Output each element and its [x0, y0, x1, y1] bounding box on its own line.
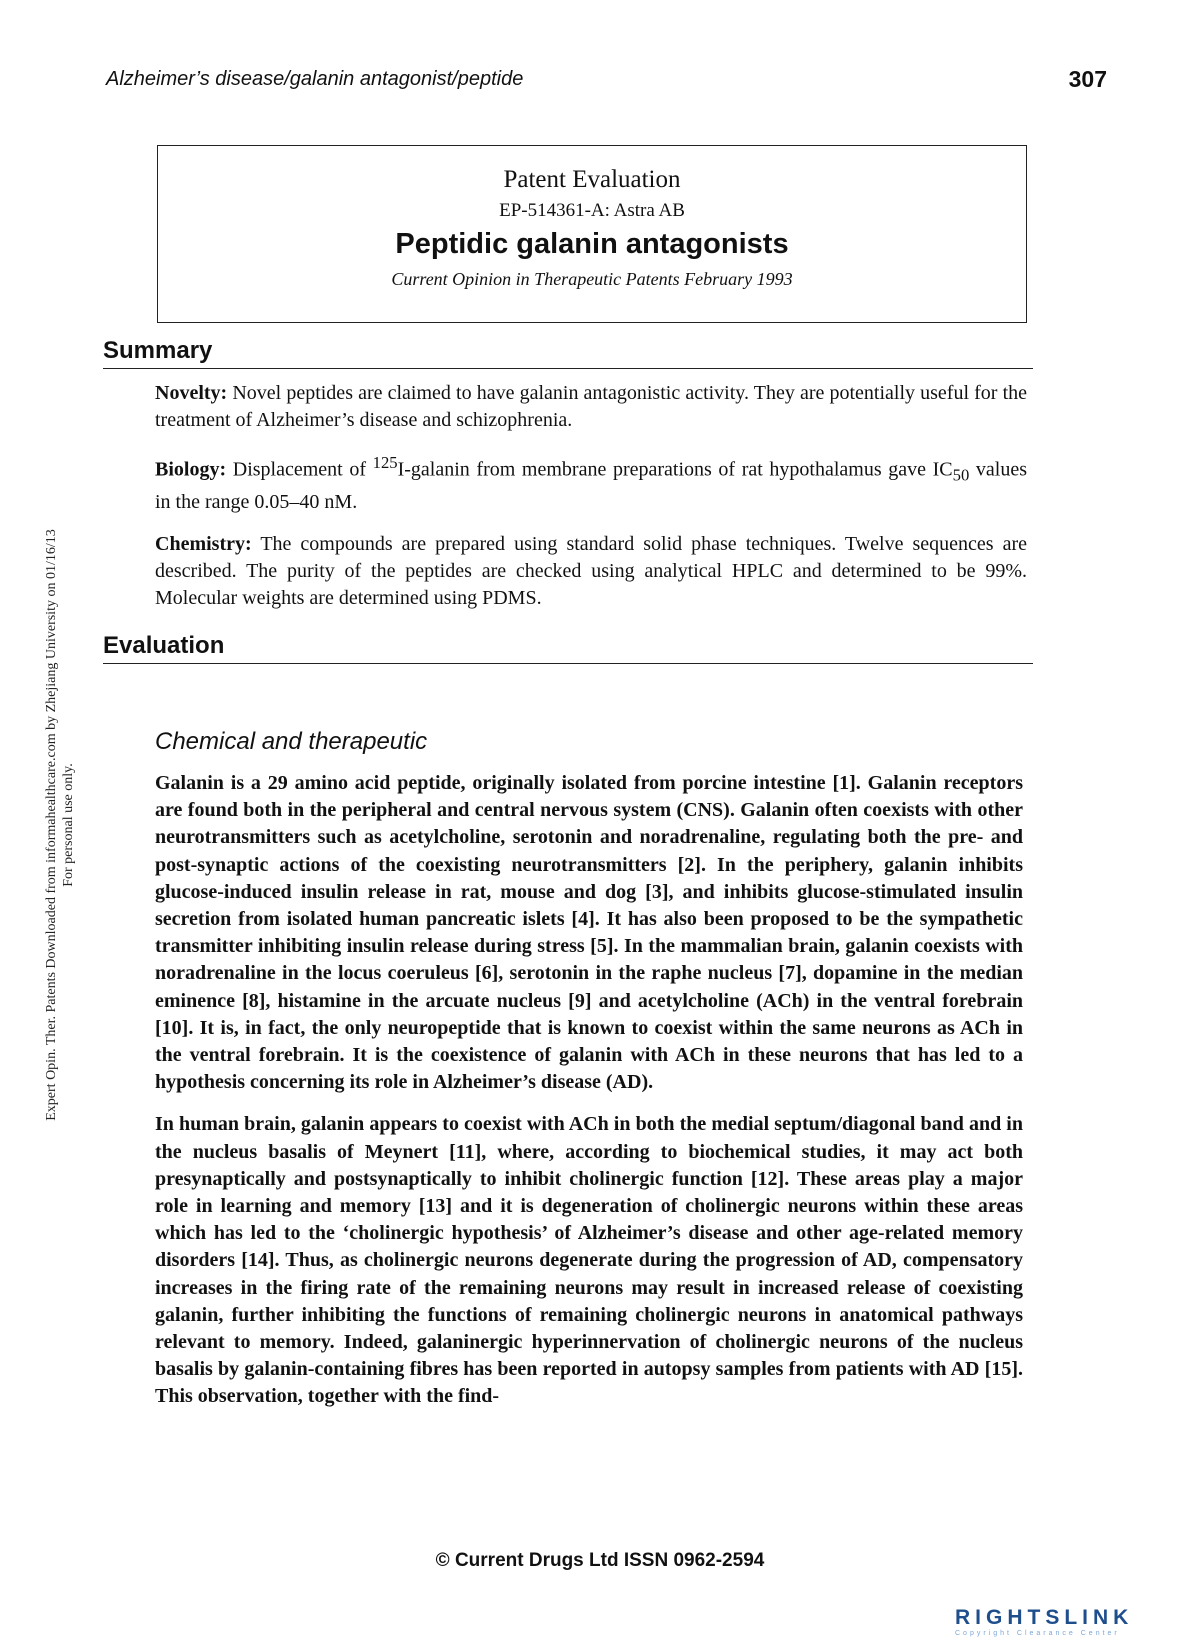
running-head: Alzheimer’s disease/galanin antagonist/peptide — [106, 68, 524, 90]
title-box — [157, 145, 1027, 323]
chemistry-text: The compounds are prepared using standard solid phase techniques. Twelve sequences are described. The purity of the peptides are checked using analytical HPLC and determined to be 99%. Molecular weights are determined using PDMS. — [155, 532, 1028, 609]
rightslink-logo-text: RIGHTSLINK — [955, 1606, 1134, 1629]
journal-citation: Current Opinion in Therapeutic Patents February 1993 — [391, 269, 793, 289]
ic-subscript: 50 — [952, 465, 970, 485]
body-paragraph: Galanin is a 29 amino acid peptide, originally isolated from porcine intestine [1]. Galanin receptors are found both in the peripheral and central nervous system (CNS). Galanin often coexists with other neurotransmitters such as acetylcholine, serotonin and noradrenaline, regulating both the pre- and post-synaptic actions of the coexisting neurotransmitters [2]. In the periphery, galanin inhibits glucose-induced insulin release in rat, mouse and dog [3], and inhibits glucose-stimulated insulin secretion from isolated human pancreatic islets [4]. It has also been proposed to be the sympathetic transmitter inhibiting insulin release during stress [5]. In the mammalian brain, galanin coexists with noradrenaline in the locus coeruleus [6], serotonin in the raphe nucleus [7], dopamine in the median eminence [8], histamine in the arcuate nucleus [9] and acetylcholine (ACh) in the ventral forebrain [10]. It is, in fact, the only neuropeptide that is known to coexist within the same neurons as ACh in the ventral forebrain. It is the coexistence of galanin with ACh in these neurons that has led to a hypothesis concerning its role in Alzheimer’s disease (AD). — [155, 772, 1023, 1094]
rightslink-logo[interactable] — [955, 1598, 1180, 1638]
biology-text-before: Displacement of — [232, 458, 373, 481]
body-paragraph: In human brain, galanin appears to coexist with ACh in both the medial septum/diagonal band and in the nucleus basalis of Meynert [11], where, according to biochemical studies, it may act both presynaptically and postsynaptically to inhibit cholinergic function [12]. These areas play a major role in learning and memory [13] and it is degeneration of cholinergic neurons within these areas which has led to the ‘cholinergic hypothesis’ of Alzheimer’s disease and other age-related memory disorders [14]. Thus, as cholinergic neurons degenerate during the progression of AD, compensatory increases in the firing rate of the remaining neurons may result in increased release of coexisting galanin, further inhibiting the functions of remaining cholinergic neurons in anatomical pathways relevant to memory. Indeed, galaninergic hyperinnervation of cholinergic neurons of the nucleus basalis by galanin-containing fibres has been reported in autopsy samples from patients with AD [15]. This observation, together with the find- — [155, 1113, 1023, 1408]
download-watermark — [43, 375, 77, 1275]
biology-paragraph — [155, 449, 1027, 516]
patent-number: EP-514361-A: Astra AB — [499, 200, 685, 221]
watermark-line-1: Expert Opin. Ther. Patents Downloaded from informahealthcare.com by Zhejiang University on 01/16/13 — [44, 529, 59, 1121]
rightslink-tagline: Copyright Clearance Center — [955, 1630, 1120, 1637]
article-title: Peptidic galanin antagonists — [395, 228, 789, 260]
biology-text-middle: I-galanin from membrane preparations of rat hypothalamus gave IC — [397, 458, 953, 481]
novelty-text: Novel peptides are claimed to have galanin antagonistic activity. They are potentially useful for the treatment of Alzheimer’s disease and schizophrenia. — [155, 382, 1028, 431]
chemistry-label: Chemistry: — [155, 532, 252, 555]
isotope-superscript: 125 — [372, 453, 398, 472]
chemical-therapeutic-subheading: Chemical and therapeutic — [155, 728, 428, 755]
chemistry-paragraph — [155, 531, 1027, 612]
biology-text-after: values in the range 0.05–40 nM. — [155, 458, 1028, 513]
watermark-line-2: For personal use only. — [61, 763, 76, 887]
summary-heading: Summary — [103, 337, 1033, 369]
novelty-label: Novelty: — [155, 382, 228, 404]
evaluation-heading: Evaluation — [103, 632, 1033, 664]
page-number: 307 — [1068, 66, 1107, 92]
summary-block — [155, 380, 1027, 627]
box-label: Patent Evaluation — [503, 166, 681, 193]
copyright-footer: © Current Drugs Ltd ISSN 0962-2594 — [435, 1550, 765, 1571]
evaluation-body — [155, 770, 1023, 1426]
novelty-paragraph — [155, 380, 1027, 434]
biology-label: Biology: — [155, 458, 227, 481]
